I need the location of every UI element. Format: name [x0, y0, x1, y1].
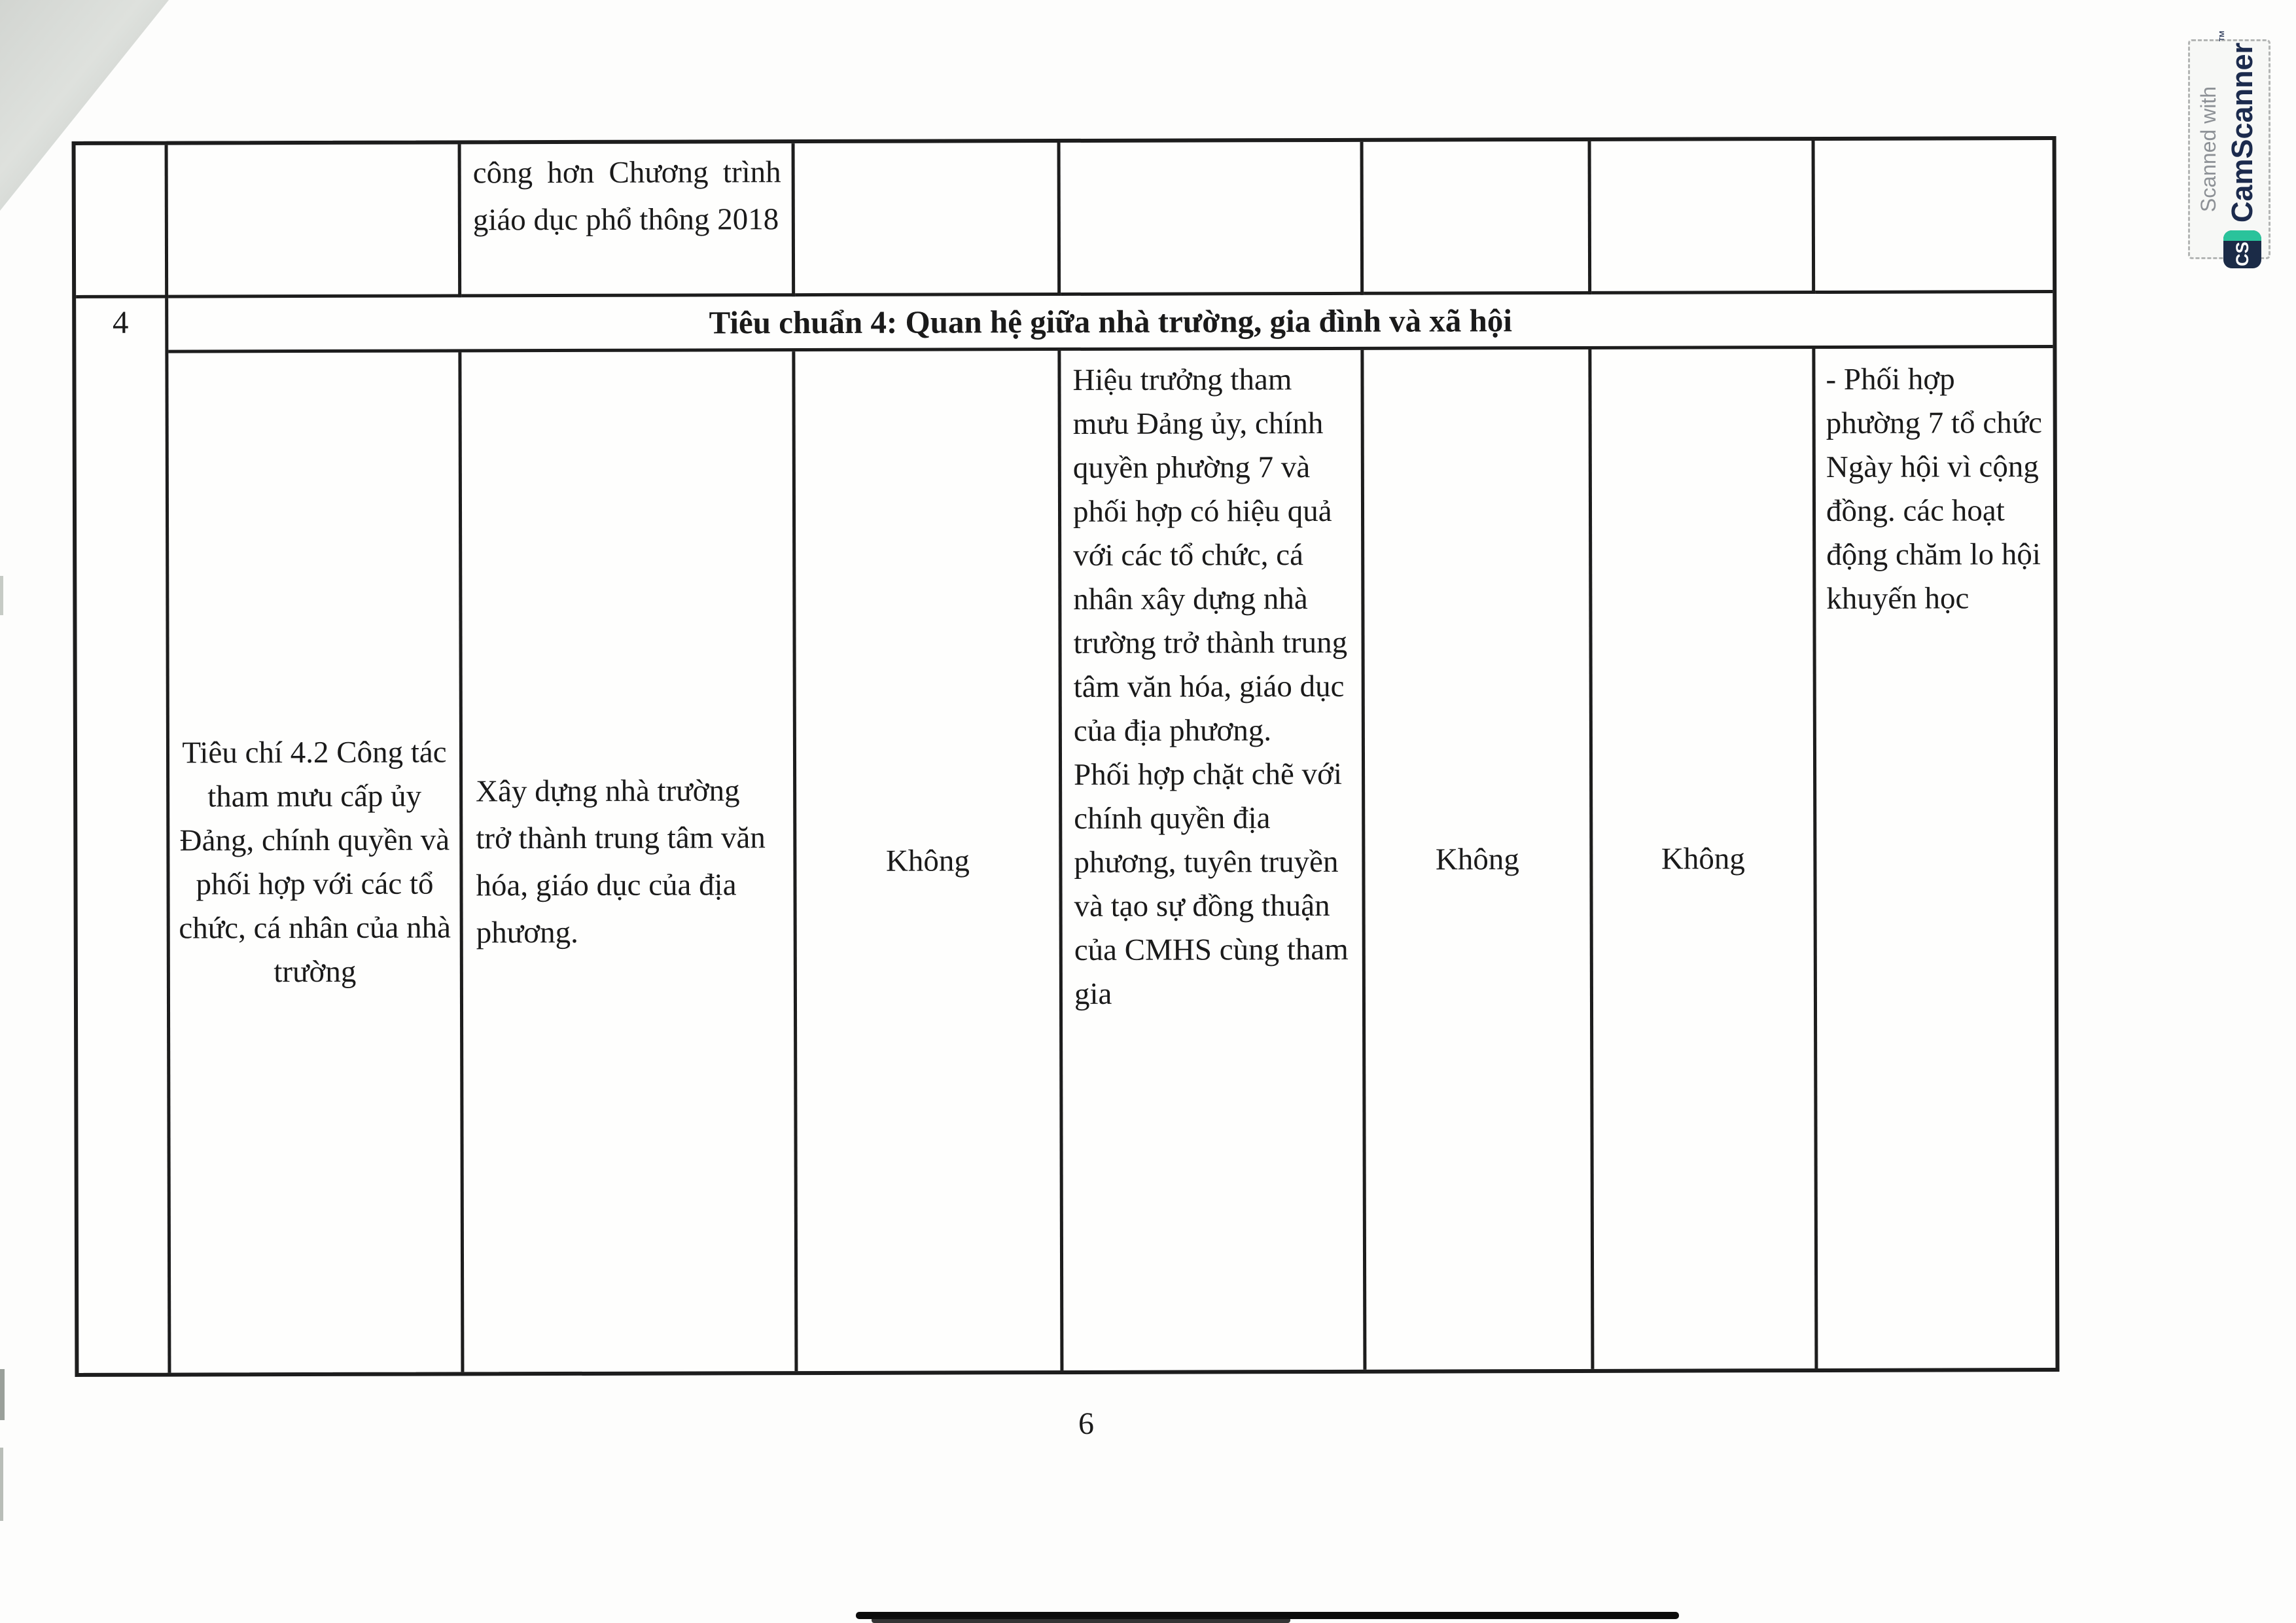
note-text: - Phối hợp phường 7 tổ chức Ngày hội vì cộng đồng. các hoạt động chăm lo hội khuyến học — [1826, 362, 2043, 616]
carryover-empty-cell — [1815, 140, 2053, 294]
requirement-text: Xây dựng nhà trường trở thành trung tâm văn hóa, giáo dục của địa phương. — [476, 774, 766, 950]
camscanner-brand-row — [2217, 29, 2261, 268]
trademark-symbol: ™ — [2217, 29, 2231, 43]
result-paragraph-1: Hiệu trưởng tham mưu Đảng ủy, chính quyền phường 7 và phối hợp có hiệu quả với các tổ chức, cá nhân xây dựng nhà trường trở thành trung tâm văn hóa, giáo dục của địa phương. — [1072, 363, 1348, 748]
scan-artifact-edge-mark — [0, 576, 3, 615]
carryover-criterion-cell — [168, 144, 462, 298]
section-index: 4 — [112, 304, 129, 340]
result-cell — [1061, 350, 1366, 1370]
criterion-cell — [168, 352, 464, 1372]
criterion-text: Tiêu chí 4.2 Công tác tham mưu cấp ủy Đảng, chính quyền và phối hợp với các tổ chức, cá nhân của nhà trường — [179, 735, 451, 990]
carryover-empty-cell — [795, 143, 1061, 296]
assessment-cell-3 — [1591, 349, 1818, 1369]
scan-artifact-edge-mark — [0, 1448, 3, 1521]
assessment-value-3: Không — [1661, 842, 1745, 876]
page-number: 6 — [1078, 1406, 1094, 1441]
section-title: Tiêu chuẩn 4: Quan hệ giữa nhà trường, gia đình và xã hội — [709, 302, 1512, 341]
camscanner-badge — [2188, 29, 2270, 266]
camscanner-prefix-label: Scanned with — [2197, 86, 2220, 213]
scan-artifact-edge-mark — [0, 1369, 5, 1420]
carryover-text-cell — [461, 143, 796, 297]
result-paragraph-2: Phối hợp chặt chẽ với chính quyền địa phương, tuyên truyền và tạo sự đồng thuận của CMHS cùng tham gia — [1074, 757, 1349, 1011]
assessment-cell-1 — [795, 351, 1063, 1371]
assessment-cell-2 — [1364, 349, 1594, 1370]
scan-artifact-bottom-streak — [872, 1617, 1290, 1623]
carryover-text: công hơn Chương trình giáo dục phổ thông 2018 — [472, 155, 781, 238]
assessment-value-1: Không — [885, 844, 970, 878]
camscanner-badge-content — [2193, 29, 2266, 266]
note-cell — [1815, 348, 2055, 1368]
carryover-empty-cell — [1591, 141, 1816, 294]
carryover-empty-cell — [1061, 142, 1364, 296]
requirement-cell — [461, 351, 798, 1372]
evaluation-table — [72, 136, 2060, 1377]
carryover-empty-cell — [1364, 141, 1592, 295]
camscanner-logo-text: CS — [2232, 241, 2252, 266]
carryover-index-cell — [76, 145, 169, 298]
camscanner-logo-icon — [2223, 230, 2261, 268]
section-header-cell — [168, 293, 2053, 353]
camscanner-brand-name: CamScanner™ — [2217, 29, 2259, 223]
assessment-value-2: Không — [1435, 842, 1519, 877]
section-index-cell — [76, 298, 171, 1373]
